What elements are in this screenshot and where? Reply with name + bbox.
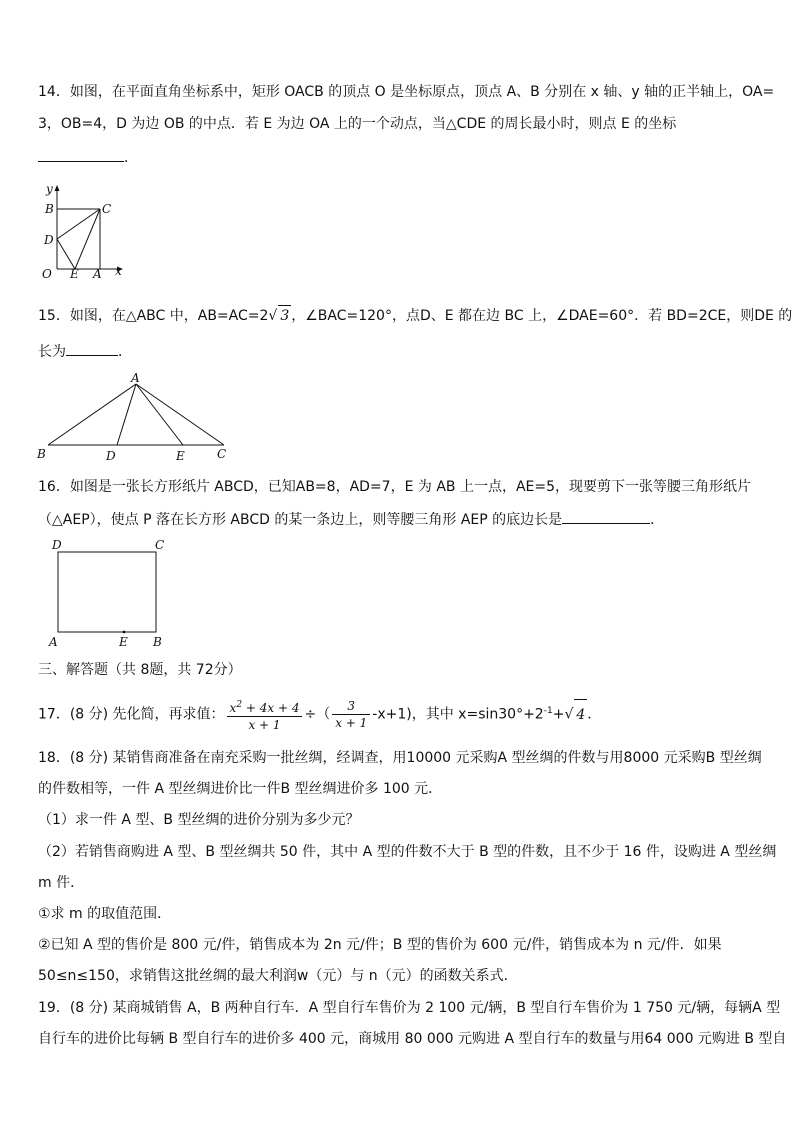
q14-fig-label-B: B [45, 202, 54, 216]
q16-figure [46, 536, 176, 652]
q18-part1: （1）求一件 A 型、B 型丝绸的进价分别为多少元？ [38, 812, 360, 828]
q14-fig-label-E: E [70, 267, 79, 281]
q16-fig-label-B: B [153, 635, 162, 649]
q16-answer-blank[interactable] [562, 509, 650, 524]
q15-fig-label-E: E [176, 449, 185, 463]
q17-line: 17．(8 分) 先化简，再求值： $\frac{x^2 + 4x + 4}{x + 1}$ ÷（ $\frac{3}{x + 1}$ -x+1)，其中 $x=\sin 30^\circ+2^{-1}+√$ 4 ． [38, 696, 601, 733]
q15-figure [36, 372, 236, 464]
q19-line1: 19．(8 分) 某商城销售 A，B 两种自行车．A 型自行车售价为 2 100 元/辆，B 型自行车售价为 1 750 元/辆，每辆A 型 [38, 1000, 781, 1016]
q15-fig-label-D: D [106, 449, 116, 463]
q16-fig-label-E: E [119, 635, 128, 649]
q16-line2: （△AEP），使点 P 落在长方形 ABCD 的某一条边上，则等腰三角形 AEP 的底边长是 ． [38, 509, 664, 530]
section-heading: 三、解答题（共 8题，共 72分） [38, 662, 242, 678]
q17-fraction2: $\frac{3}{x + 1}$ [332, 698, 370, 731]
q15-fig-label-B: B [37, 447, 46, 461]
q18-subpart2-line2: 50≤n≤150，求销售这批丝绸的最大利润w（元）与 n（元）的函数关系式． [38, 968, 518, 984]
q16-fig-label-D: D [52, 538, 62, 552]
q14-line2: 3，OB=4，D 为边 OB 的中点．若 E 为边 OA 上的一个动点，当△CDE 的周长最小时，则点 E 的坐标 [38, 116, 677, 132]
q15-line1: 15．如图，在△ABC 中，AB=AC=2√ 3 ，∠BAC=120°，点D、E 都在边 BC 上，∠DAE=60°．若 BD=2CE，则DE 的 [38, 305, 792, 326]
q18-line1: 18．(8 分) 某销售商准备在南充采购一批丝绸，经调查，用10000 元采购A 型丝绸的件数与用8000 元采购B 型丝绸 [38, 750, 762, 766]
q16-fig-label-C: C [155, 538, 165, 552]
q17-fraction1: $\frac{x^2 + 4x + 4}{x + 1}$ [227, 697, 303, 733]
q14-fig-label-O: O [42, 267, 52, 281]
q19-line2: 自行车的进价比每辆 B 型自行车的进价多 400 元，商城用 80 000 元购进 A 型自行车的数量与用64 000 元购进 B 型自 [38, 1031, 787, 1047]
q15-line2: 长为 ． [38, 341, 132, 362]
q14-fig-label-D: D [44, 233, 54, 247]
q14-figure [40, 182, 130, 282]
q18-subpart1: ①求 m 的取值范围． [38, 906, 172, 922]
q16-fig-label-A: A [49, 635, 58, 649]
q14-fig-label-A: A [93, 267, 102, 281]
q18-part2-line2: m 件． [38, 875, 85, 891]
q14-answer-line: ． [38, 147, 138, 168]
q16-line1: 16．如图是一张长方形纸片 ABCD，已知AB=8，AD=7，E 为 AB 上一点，AE=5，现要剪下一张等腰三角形纸片 [38, 479, 752, 495]
q17-sqrt4: 4 [574, 699, 587, 730]
q18-line2: 的件数相等，一件 A 型丝绸进价比一件B 型丝绸进价多 100 元． [38, 781, 443, 797]
q15-fig-label-A: A [131, 371, 140, 385]
q14-fig-label-x: x [115, 264, 122, 278]
q18-part2-line1: （2）若销售商购进 A 型、B 型丝绸共 50 件，其中 A 型的件数不大于 B 型的件数，且不少于 16 件，设购进 A 型丝绸 [38, 844, 777, 860]
q14-fig-label-C: C [102, 202, 112, 216]
q18-subpart2-line1: ②已知 A 型的售价是 800 元/件，销售成本为 2n 元/件；B 型的售价为 600 元/件，销售成本为 n 元/件．如果 [38, 937, 722, 953]
q14-line1: 14．如图，在平面直角坐标系中，矩形 OACB 的顶点 O 是坐标原点，顶点 A、B 分别在 x 轴、y 轴的正半轴上，OA= [38, 84, 775, 100]
q14-answer-blank[interactable] [38, 147, 124, 162]
q15-sqrt3: 3 [278, 305, 291, 326]
q14-fig-label-y: y [46, 182, 53, 196]
q15-fig-label-C: C [217, 447, 227, 461]
q15-answer-blank[interactable] [66, 341, 118, 356]
